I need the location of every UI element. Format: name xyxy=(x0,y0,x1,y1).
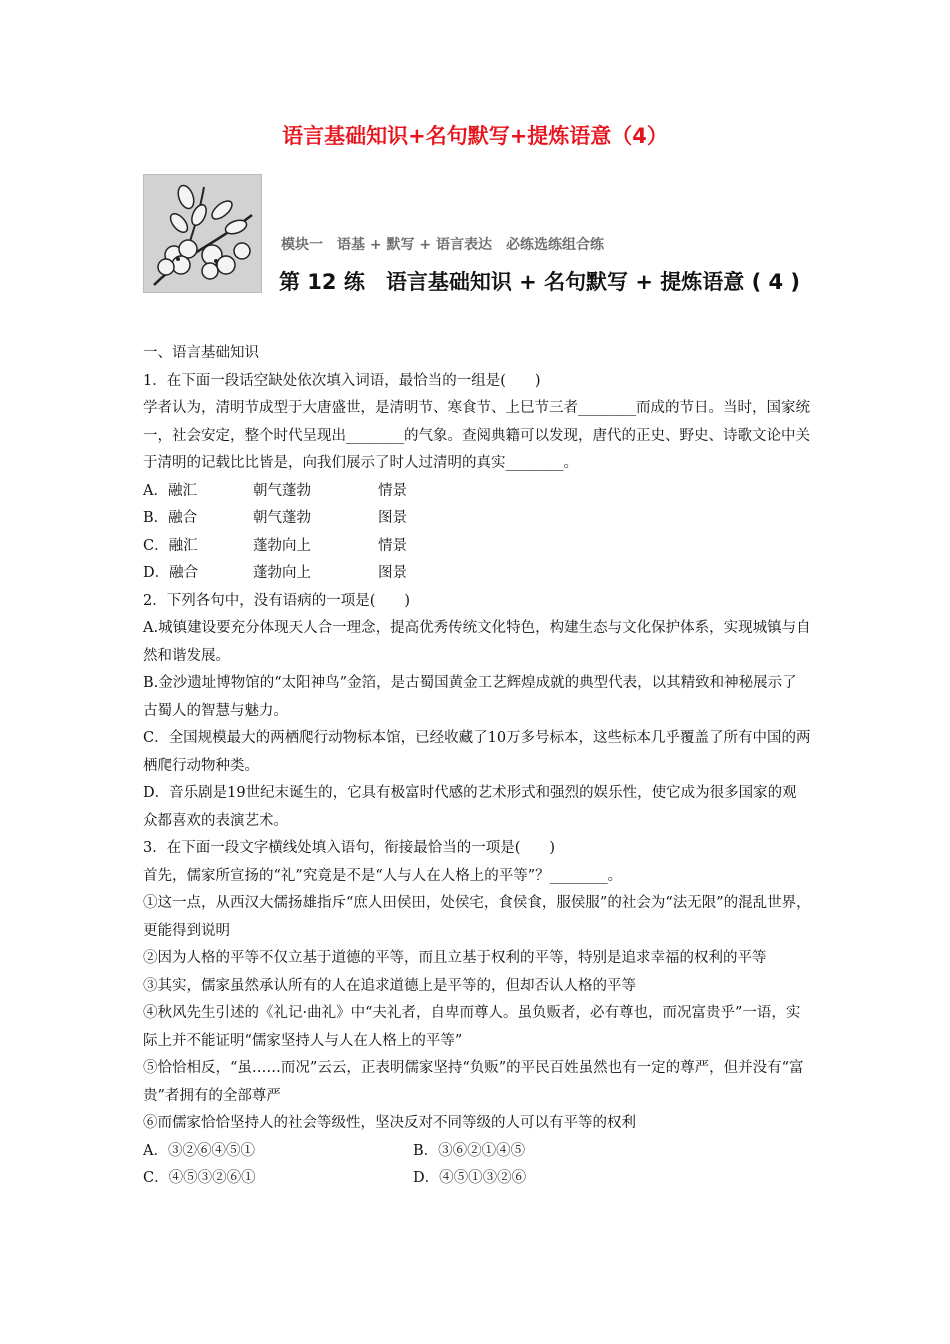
question-1-option-b[interactable]: B．融合 朝气蓬勃 图景 xyxy=(143,510,407,526)
question-3-sentence-5: ⑤恰恰相反，“虽……而况”云云，正表明儒家坚持“负贩”的平民百姓虽然也有一定的尊严，但并没有“富贵”者拥有的全部尊严 xyxy=(143,1060,804,1104)
question-1-stem: 1．在下面一段话空缺处依次填入词语，最恰当的一组是( ) xyxy=(143,372,541,389)
question-3-options-row-1 xyxy=(143,1138,811,1166)
question-2-stem: 2．下列各句中，没有语病的一项是( ) xyxy=(143,592,411,609)
flower-illustration-icon xyxy=(143,174,262,293)
question-1-option-c[interactable]: C．融汇 蓬勃向上 情景 xyxy=(143,537,407,554)
question-3-option-c[interactable]: C．④⑤③②⑥① xyxy=(143,1170,256,1186)
question-3-stem: 3．在下面一段文字横线处填入语句，衔接最恰当的一项是( ) xyxy=(143,840,556,856)
question-1-option-a[interactable]: A．融汇 朝气蓬勃 情景 xyxy=(143,482,407,499)
question-3-sentence-2: ②因为人格的平等不仅立基于道德的平等，而且立基于权利的平等，特别是追求幸福的权利的平等 xyxy=(143,950,767,966)
question-2-option-c[interactable]: C．全国规模最大的两栖爬行动物标本馆，已经收藏了10万多号标本，这些标本几乎覆盖了所有中国的两栖爬行动物种类。 xyxy=(143,730,811,774)
section-heading: 一、语言基础知识 xyxy=(143,345,259,361)
exercise-title: 第 12 练 语言基础知识 + 名句默写 + 提炼语意 ( 4 ) xyxy=(279,270,801,294)
question-1-passage: 学者认为，清明节成型于大唐盛世，是清明节、寒食节、上巳节三者________而成的节日。当时，国家统一，社会安定，整个时代呈现出________的气象。查阅典籍可以发现，唐代的正史、野史、诗歌文论中关于清明的记载比比皆是，向我们展示了时人过清明的真实________。 xyxy=(143,400,810,471)
question-2-option-a[interactable]: A.城镇建设要充分体现天人合一理念，提高优秀传统文化特色，构建生态与文化保护体系，实现城镇与自然和谐发展。 xyxy=(143,620,811,664)
question-2-option-d[interactable]: D．音乐剧是19世纪末诞生的，它具有极富时代感的艺术形式和强烈的娱乐性，使它成为很多国家的观众都喜欢的表演艺术。 xyxy=(143,785,797,829)
question-3-sentence-4: ④秋风先生引述的《礼记·曲礼》中“夫礼者，自卑而尊人。虽负贩者，必有尊也，而况富贵乎”一语，实际上并不能证明“儒家坚持人与人在人格上的平等” xyxy=(143,1005,801,1049)
document-title: 语言基础知识+名句默写+提炼语意（4） xyxy=(282,124,668,148)
question-3-intro: 首先，儒家所宣扬的“礼”究竟是不是“人与人在人格上的平等”？________。 xyxy=(143,867,623,884)
exercise-content xyxy=(143,340,811,1193)
question-2-option-b[interactable]: B.金沙遗址博物馆的“太阳神鸟”金箔，是古蜀国黄金工艺辉煌成就的典型代表，以其精致和神秘展示了古蜀人的智慧与魅力。 xyxy=(143,675,797,719)
module-subtitle: 模块一 语基 + 默写 + 语言表达 必练选练组合练 xyxy=(281,237,604,253)
question-3-option-a[interactable]: A．③②⑥④⑤① xyxy=(143,1142,255,1159)
question-3-options-row-2 xyxy=(143,1165,811,1193)
question-1-option-d[interactable]: D．融合 蓬勃向上 图景 xyxy=(143,565,407,581)
question-3-option-d[interactable]: D．④⑤①③②⑥ xyxy=(413,1170,527,1186)
question-3-sentence-6: ⑥而儒家恰恰坚持人的社会等级性，坚决反对不同等级的人可以有平等的权利 xyxy=(143,1115,636,1131)
question-3-sentence-1: ①这一点，从西汉大儒扬雄指斥“庶人田侯田，处侯宅，食侯食，服侯服”的社会为“法无限”的混乱世界，更能得到说明 xyxy=(143,895,811,939)
question-3-option-b[interactable]: B．③⑥②①④⑤ xyxy=(413,1142,526,1159)
question-3-sentence-3: ③其实，儒家虽然承认所有的人在追求道德上是平等的，但却否认人格的平等 xyxy=(143,977,636,994)
